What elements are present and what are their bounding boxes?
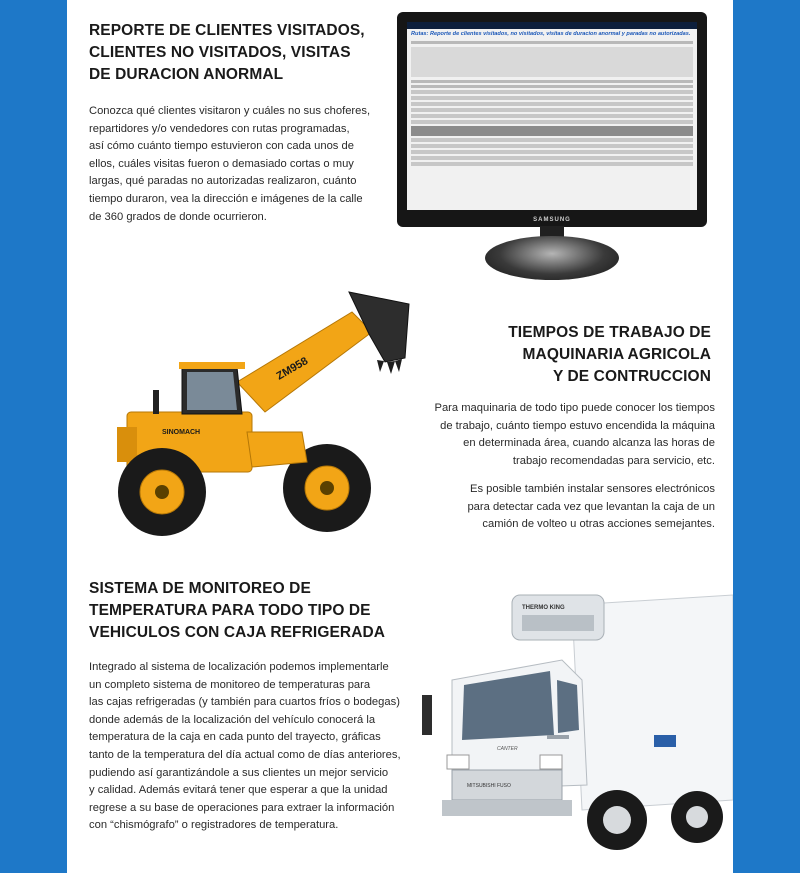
truck-brand-label: MITSUBISHI FUSO (467, 783, 511, 789)
document-page (67, 0, 733, 873)
maquinaria-section-title (437, 322, 711, 388)
title-line: TIEMPOS DE TRABAJO DE (508, 324, 711, 341)
loader-exhaust (153, 390, 159, 414)
screen-row (411, 144, 693, 148)
screen-row (411, 108, 693, 112)
body-line: las cajas refrigeradas (y también para cuartos fríos o bodegas) (89, 696, 400, 709)
title-line: CLIENTES NO VISITADOS, VISITAS (89, 44, 351, 61)
title-line: MAQUINARIA AGRICOLA (522, 346, 711, 363)
body-line: Conozca qué clientes visitaron y cuáles no sus choferes, (89, 105, 371, 117)
body-line: trabajo recomendadas para servicio, etc. (512, 454, 715, 467)
body-line: largas, qué paradas no autorizadas realizaron, cuánto (89, 175, 357, 188)
screen-line (411, 80, 693, 83)
monitor-bezel (397, 12, 707, 227)
screen-row (411, 90, 693, 94)
screen-row (411, 138, 693, 142)
truck-mirror (422, 695, 432, 735)
temperatura-section-body (89, 659, 429, 835)
truck-front-rim (603, 806, 631, 834)
loader-cab-window (187, 372, 237, 410)
clientes-section-title (89, 20, 389, 86)
truck-side-window (557, 680, 579, 733)
truck-headlight-left (447, 755, 469, 769)
screen-row (411, 102, 693, 106)
loader-front-hub (320, 481, 334, 495)
screen-line (411, 85, 693, 88)
body-line: Para maquinaria de todo tipo puede conocer los tiempos (434, 402, 715, 414)
body-line: un completo sistema de monitoreo de temperaturas para (89, 678, 371, 691)
truck-headlight-right (540, 755, 562, 769)
body-line: de 360 grados de donde ocurrieron. (89, 210, 267, 223)
monitor-brand-logo: SAMSUNG (533, 217, 571, 223)
truck-box-decal (654, 735, 676, 747)
loader-rear-hub (155, 485, 169, 499)
loader-cab-roof (179, 362, 245, 369)
screen-block (411, 47, 693, 77)
body-line: repartidores y/o vendedores con rutas programadas, (89, 122, 350, 135)
body-line: pudiendo así garantizándole a sus clientes un mejor servicio (89, 766, 389, 779)
screen-row (411, 120, 693, 124)
body-line: así cómo cuánto tiempo estuvieron con cada unos de (89, 140, 354, 153)
monitor-illustration (397, 12, 707, 280)
screen-row (411, 96, 693, 100)
refrigerated-truck-illustration (422, 585, 733, 857)
title-line: Y DE CONTRUCCION (552, 368, 711, 385)
wheel-loader-illustration (87, 262, 417, 546)
body-line: tanto de la temperatura del día actual como de días anteriores, (89, 748, 401, 761)
truck-rear-rim (686, 806, 708, 828)
maquinaria-section-body-2 (397, 481, 715, 534)
body-line: para detectar cada vez que levantan la caja de un (467, 500, 715, 513)
right-blue-bar (733, 0, 800, 873)
body-line: en determinada área, cuando alcanza las horas de (463, 437, 715, 450)
screen-report-title: Rutas: Reporte de clientes visitados, no visitados, visitas de duracion anormal y paradas no autorizadas. (411, 31, 691, 37)
loader-maker-label: SINOMACH (162, 429, 201, 436)
screen-row (411, 162, 693, 166)
loader-front-frame (247, 432, 307, 467)
screen-row (411, 156, 693, 160)
body-line: de trabajo, cuánto tiempo estuvo encendida la máquina (440, 419, 715, 432)
truck-door-handle (547, 735, 569, 739)
truck-bumper (442, 800, 572, 816)
body-line: ellos, cuáles visitas fueron o demasiado cortas o muy (89, 157, 354, 170)
body-line: con “chismógrafo” o registradores de temperatura. (89, 819, 339, 832)
truck-model-label: CANTER (497, 746, 518, 752)
title-line: SISTEMA DE MONITOREO DE (89, 580, 311, 597)
screen-line (411, 41, 693, 44)
left-blue-bar (0, 0, 67, 873)
screen-row (411, 150, 693, 154)
screen-row (411, 114, 693, 118)
body-line: temperatura de la caja en cada punto del trayecto, gráficas (89, 731, 381, 744)
reefer-brand-label: THERMO KING (522, 605, 565, 611)
maquinaria-section-body-1 (397, 400, 715, 470)
body-line: tiempo duraron, vea la dirección e imágenes de la calle (89, 192, 363, 205)
monitor-screen (407, 22, 697, 210)
body-line: Es posible también instalar sensores electrónicos (469, 483, 715, 495)
title-line: TEMPERATURA PARA TODO TIPO DE (89, 602, 371, 619)
monitor-stand (485, 236, 619, 280)
body-line: regrese a su base de operaciones para extraer la información (89, 801, 395, 814)
screen-row-highlight (411, 126, 693, 136)
body-line: y calidad. Además evitará tener que esperar a que la unidad (89, 784, 388, 797)
screen-top-bar (407, 22, 697, 29)
body-line: camión de volteo u otras acciones semejantes. (482, 518, 715, 531)
reefer-grille (522, 615, 594, 631)
loader-model-label: ZM958 (274, 355, 311, 383)
title-line: VEHICULOS CON CAJA REFRIGERADA (89, 624, 386, 641)
body-line: Integrado al sistema de localización podemos implementarle (89, 661, 389, 673)
title-line: REPORTE DE CLIENTES VISITADOS, (89, 22, 365, 39)
clientes-section-body (89, 103, 389, 226)
title-line: DE DURACION ANORMAL (89, 66, 284, 83)
loader-rear-counterweight (117, 427, 137, 462)
temperatura-section-title (89, 578, 409, 644)
body-line: donde además de la localización del vehículo conocerá la (89, 713, 376, 726)
